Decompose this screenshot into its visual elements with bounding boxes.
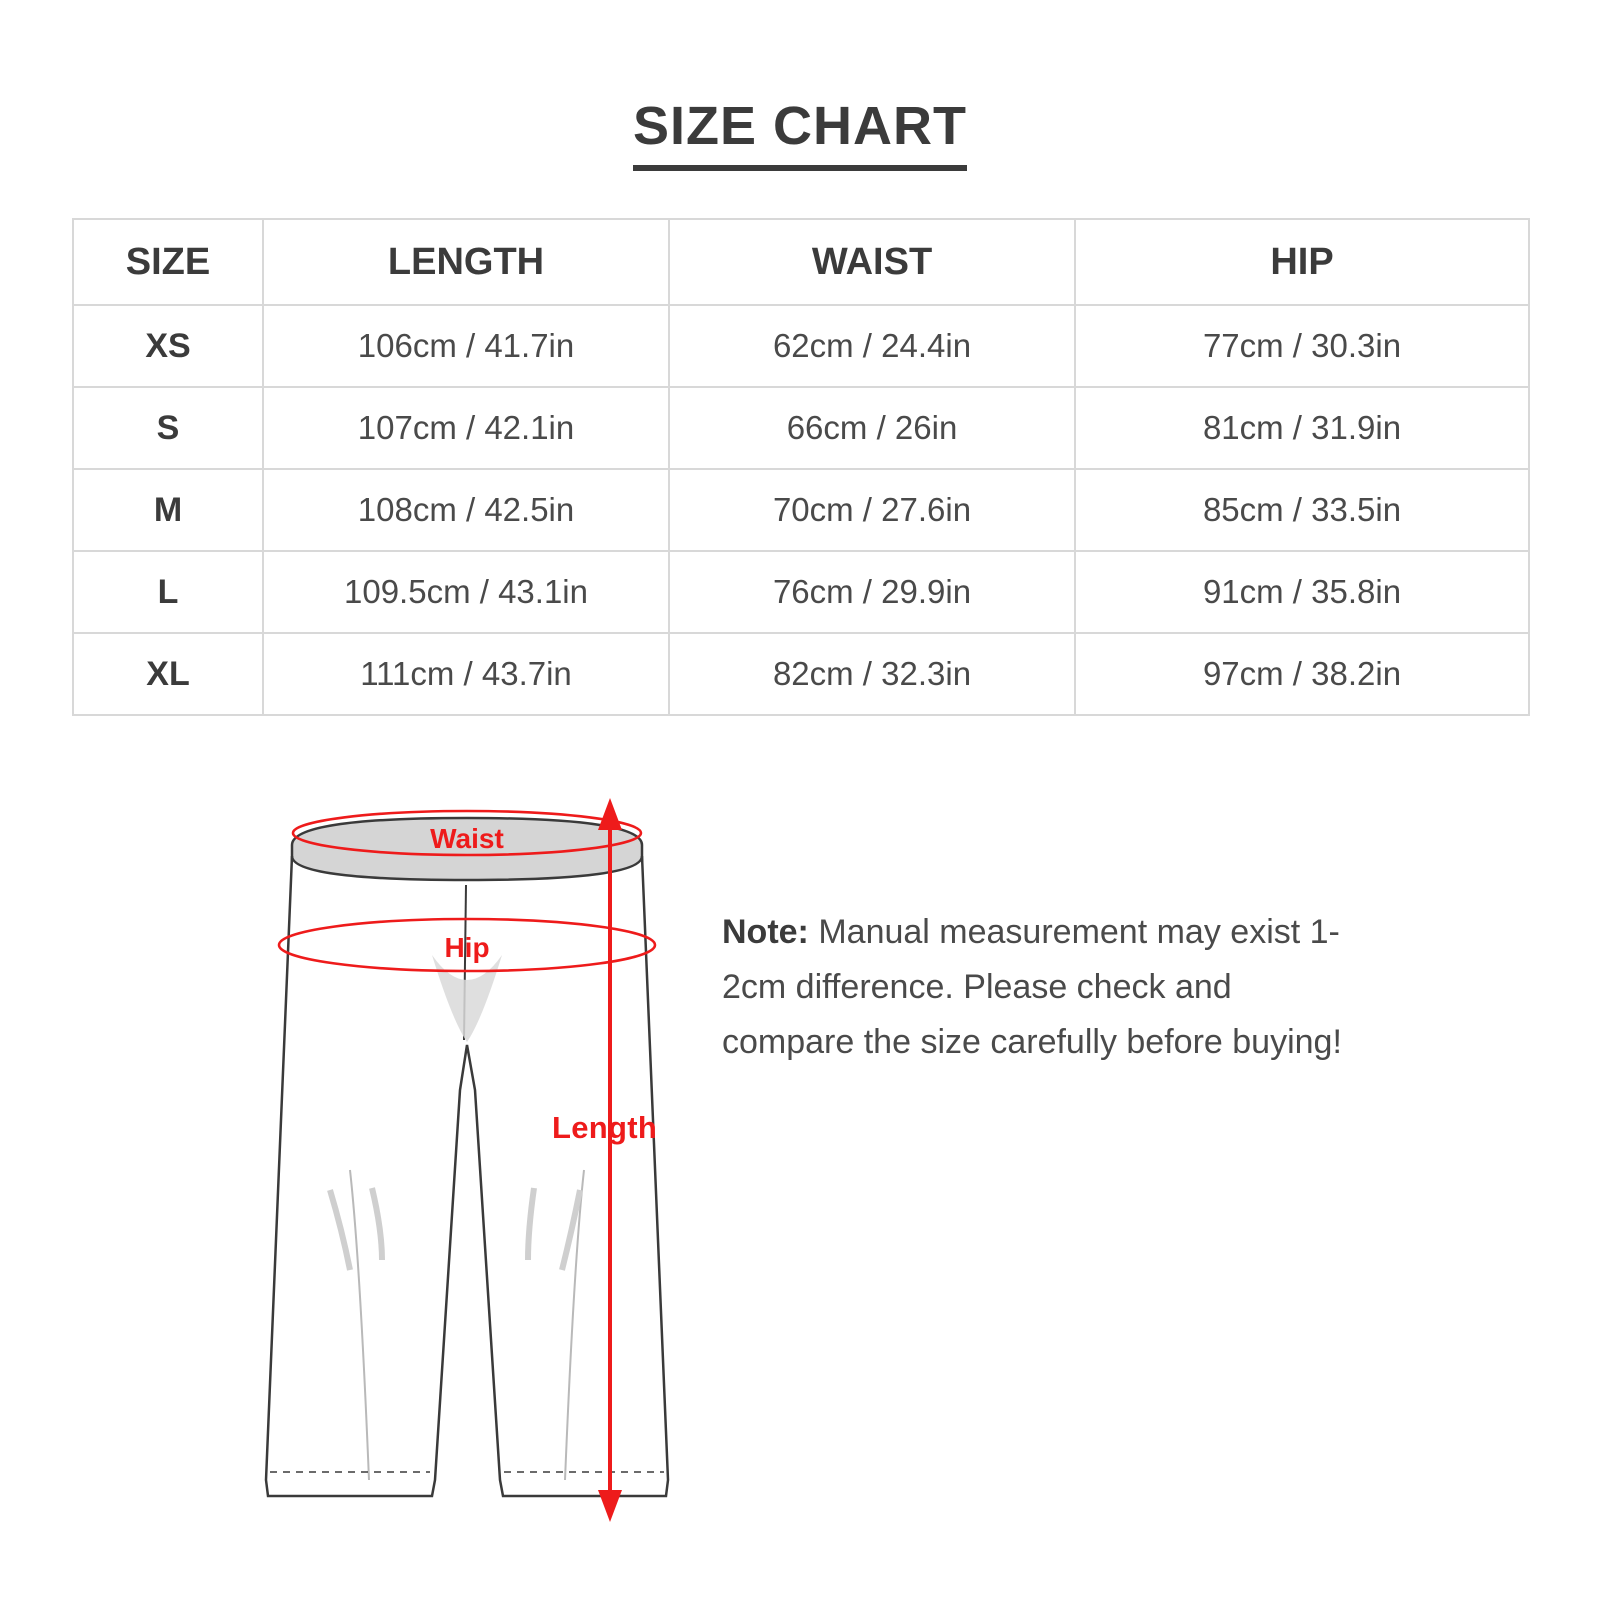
cell-length: 111cm / 43.7in: [263, 633, 669, 715]
table-body: [73, 305, 1529, 715]
cell-waist: 76cm / 29.9in: [669, 551, 1075, 633]
cell-size: L: [73, 551, 263, 633]
cell-hip: 81cm / 31.9in: [1075, 387, 1529, 469]
table-row: [73, 387, 1529, 469]
cell-length: 109.5cm / 43.1in: [263, 551, 669, 633]
cell-waist: 66cm / 26in: [669, 387, 1075, 469]
cell-length: 106cm / 41.7in: [263, 305, 669, 387]
note-prefix: Note:: [722, 913, 809, 951]
cell-size: XS: [73, 305, 263, 387]
table-header-row: [73, 219, 1529, 305]
cell-waist: 82cm / 32.3in: [669, 633, 1075, 715]
cell-hip: 91cm / 35.8in: [1075, 551, 1529, 633]
column-header-size: SIZE: [73, 219, 263, 305]
note-text: [722, 905, 1362, 1070]
cell-size: M: [73, 469, 263, 551]
length-arrow-head-bottom: [598, 1490, 622, 1522]
column-header-hip: HIP: [1075, 219, 1529, 305]
cell-size: S: [73, 387, 263, 469]
column-header-length: LENGTH: [263, 219, 669, 305]
cell-length: 107cm / 42.1in: [263, 387, 669, 469]
length-measure-arrow: [570, 790, 700, 1530]
cell-size: XL: [73, 633, 263, 715]
column-header-waist: WAIST: [669, 219, 1075, 305]
table-row: [73, 469, 1529, 551]
size-chart-table: [72, 218, 1530, 716]
page-title-container: [0, 98, 1600, 171]
cell-length: 108cm / 42.5in: [263, 469, 669, 551]
cell-hip: 85cm / 33.5in: [1075, 469, 1529, 551]
cell-waist: 70cm / 27.6in: [669, 469, 1075, 551]
page-title: SIZE CHART: [633, 98, 967, 171]
length-arrow-head-top: [598, 798, 622, 830]
table-row: [73, 305, 1529, 387]
table-row: [73, 551, 1529, 633]
waist-label: Waist: [430, 823, 504, 854]
cell-waist: 62cm / 24.4in: [669, 305, 1075, 387]
length-label: Length: [552, 1110, 658, 1145]
note-body: Manual measurement may exist 1-2cm difference. Please check and compare the size carefully before buying!: [722, 913, 1342, 1062]
cell-hip: 77cm / 30.3in: [1075, 305, 1529, 387]
table-header: [73, 219, 1529, 305]
hip-label: Hip: [444, 932, 490, 963]
cell-hip: 97cm / 38.2in: [1075, 633, 1529, 715]
table-row: [73, 633, 1529, 715]
